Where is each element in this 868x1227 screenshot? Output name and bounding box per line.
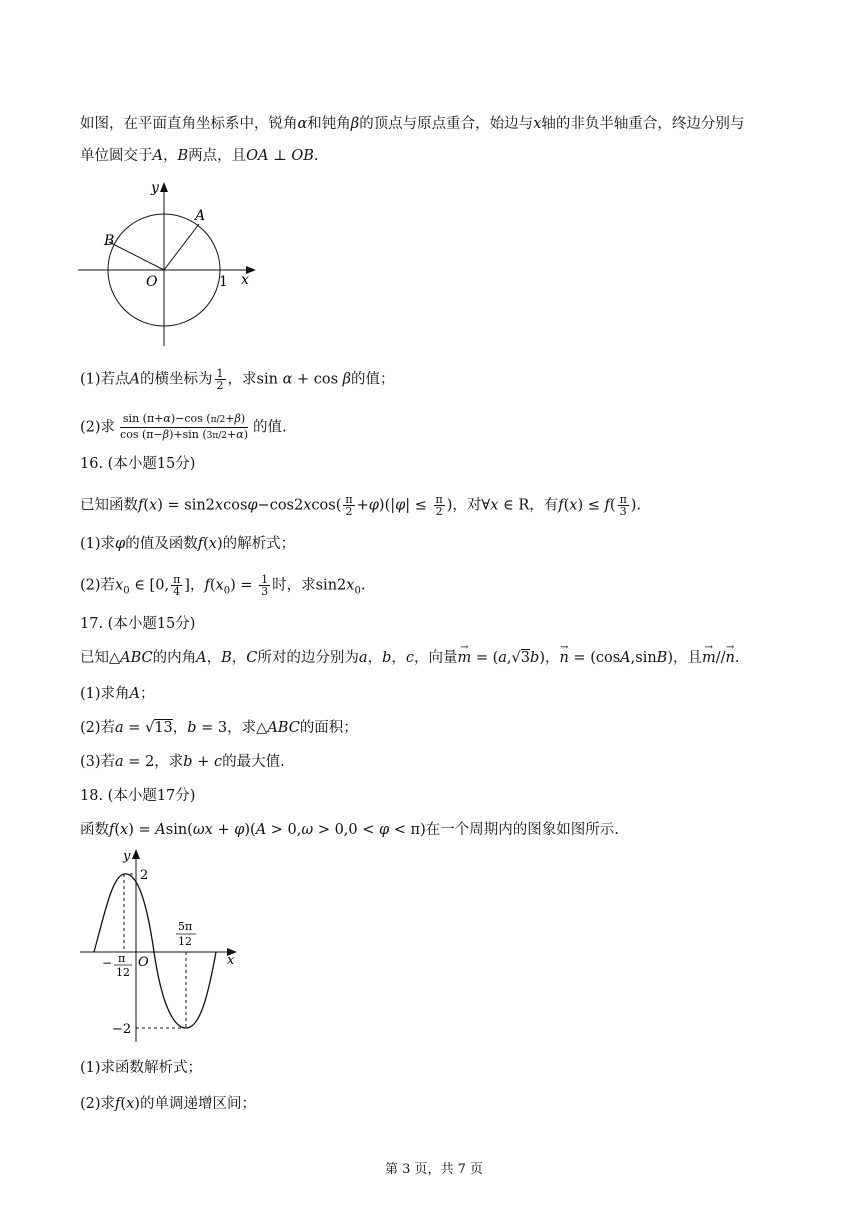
fig2-origin-label: O (138, 955, 149, 970)
sine-curve (94, 874, 216, 1028)
fig1-point-b-label: B (104, 233, 115, 249)
fig1-point-a-label: A (195, 208, 206, 224)
fig2-five-pi: 5π (178, 920, 193, 933)
fig2-twelve-b: 12 (116, 966, 130, 979)
sine-graph-figure (76, 846, 246, 1046)
fig1-origin-label: O (146, 274, 158, 290)
unit-circle-figure (76, 178, 266, 348)
problem-17-stem: 已知△ABC的内角A，B，C所对的边分别为a，b，c，向量→ m = (a,√3b)，→ n = (cosA,sinB)，且→ m//→ n. (80, 648, 739, 668)
ray-oa (164, 224, 199, 270)
problem-15-q2: (2)求 $\frac{\sin (\pi+\alpha)-\cos (\pi/2+\beta)}{\cos (\pi-\beta)+\sin (3\pi/2+\alpha)}$ 的值. (80, 412, 287, 441)
problem-17-q1: (1)求角A； (80, 686, 155, 702)
problem-16-q1: (1)求φ的值及函数f(x)的解析式； (80, 536, 296, 552)
problem-17-header: 17. (本小题15分) (80, 616, 196, 632)
ray-ob (109, 242, 164, 270)
problem-16-stem: 已知函数f(x) = sin2xcosφ−cos2xcos( $\frac{\pi}{2}$ +φ)(|φ| ≤ $\frac{\pi}{2}$ )，对∀x ∈ R，有f(x) ≤ f( $\frac{\pi}{3}$ ). (80, 493, 642, 518)
page-footer: 第 3 页，共 7 页 (384, 1162, 484, 1177)
fig2-y-label: y (123, 849, 131, 864)
problem-16-header: 16. (本小题15分) (80, 456, 196, 472)
problem-16-q2: (2)若$x_0$ ∈ [0, $\frac{\pi}{4}$ ]，$f(x_0)$ = $\frac{1}{3}$ 时，求$\sin 2x_0$. (80, 573, 366, 598)
problem-18-stem: 函数f(x) = Asin(ωx + φ)(A > 0,ω > 0,0 < φ < π)在一个周期内的图象如图所示. (80, 822, 619, 838)
fig2-twelve-a: 12 (178, 935, 192, 948)
fig2-minus: − (102, 956, 113, 970)
fig2-x-label: x (227, 953, 235, 968)
fig2-pi: π (118, 952, 126, 965)
fig2-max-label: 2 (140, 868, 149, 883)
fig1-x-label: x (241, 272, 249, 288)
problem-18-header: 18. (本小题17分) (80, 788, 196, 804)
problem-15-intro-line1: 如图，在平面直角坐标系中，锐角α和钝角β的顶点与原点重合，始边与x轴的非负半轴重合，终边分别与 (80, 116, 745, 132)
problem-17-q3: (3)若a = 2，求b + c的最大值. (80, 754, 285, 770)
fig1-y-label: y (151, 180, 159, 196)
fig2-min-label: −2 (112, 1022, 132, 1037)
problem-15-intro-line2: 单位圆交于A，B两点，且OA ⊥ OB. (80, 148, 319, 164)
problem-17-q2: (2)若a = √13，b = 3，求△ABC的面积； (80, 720, 358, 736)
problem-18-q1: (1)求函数解析式； (80, 1060, 203, 1076)
fig1-one-label: 1 (219, 274, 228, 290)
problem-18-q2: (2)求f(x)的单调递增区间； (80, 1096, 256, 1112)
problem-15-q1: (1)若点A的横坐标为 $\frac{1}{2}$ ，求sin α + cos β的值； (80, 367, 395, 392)
